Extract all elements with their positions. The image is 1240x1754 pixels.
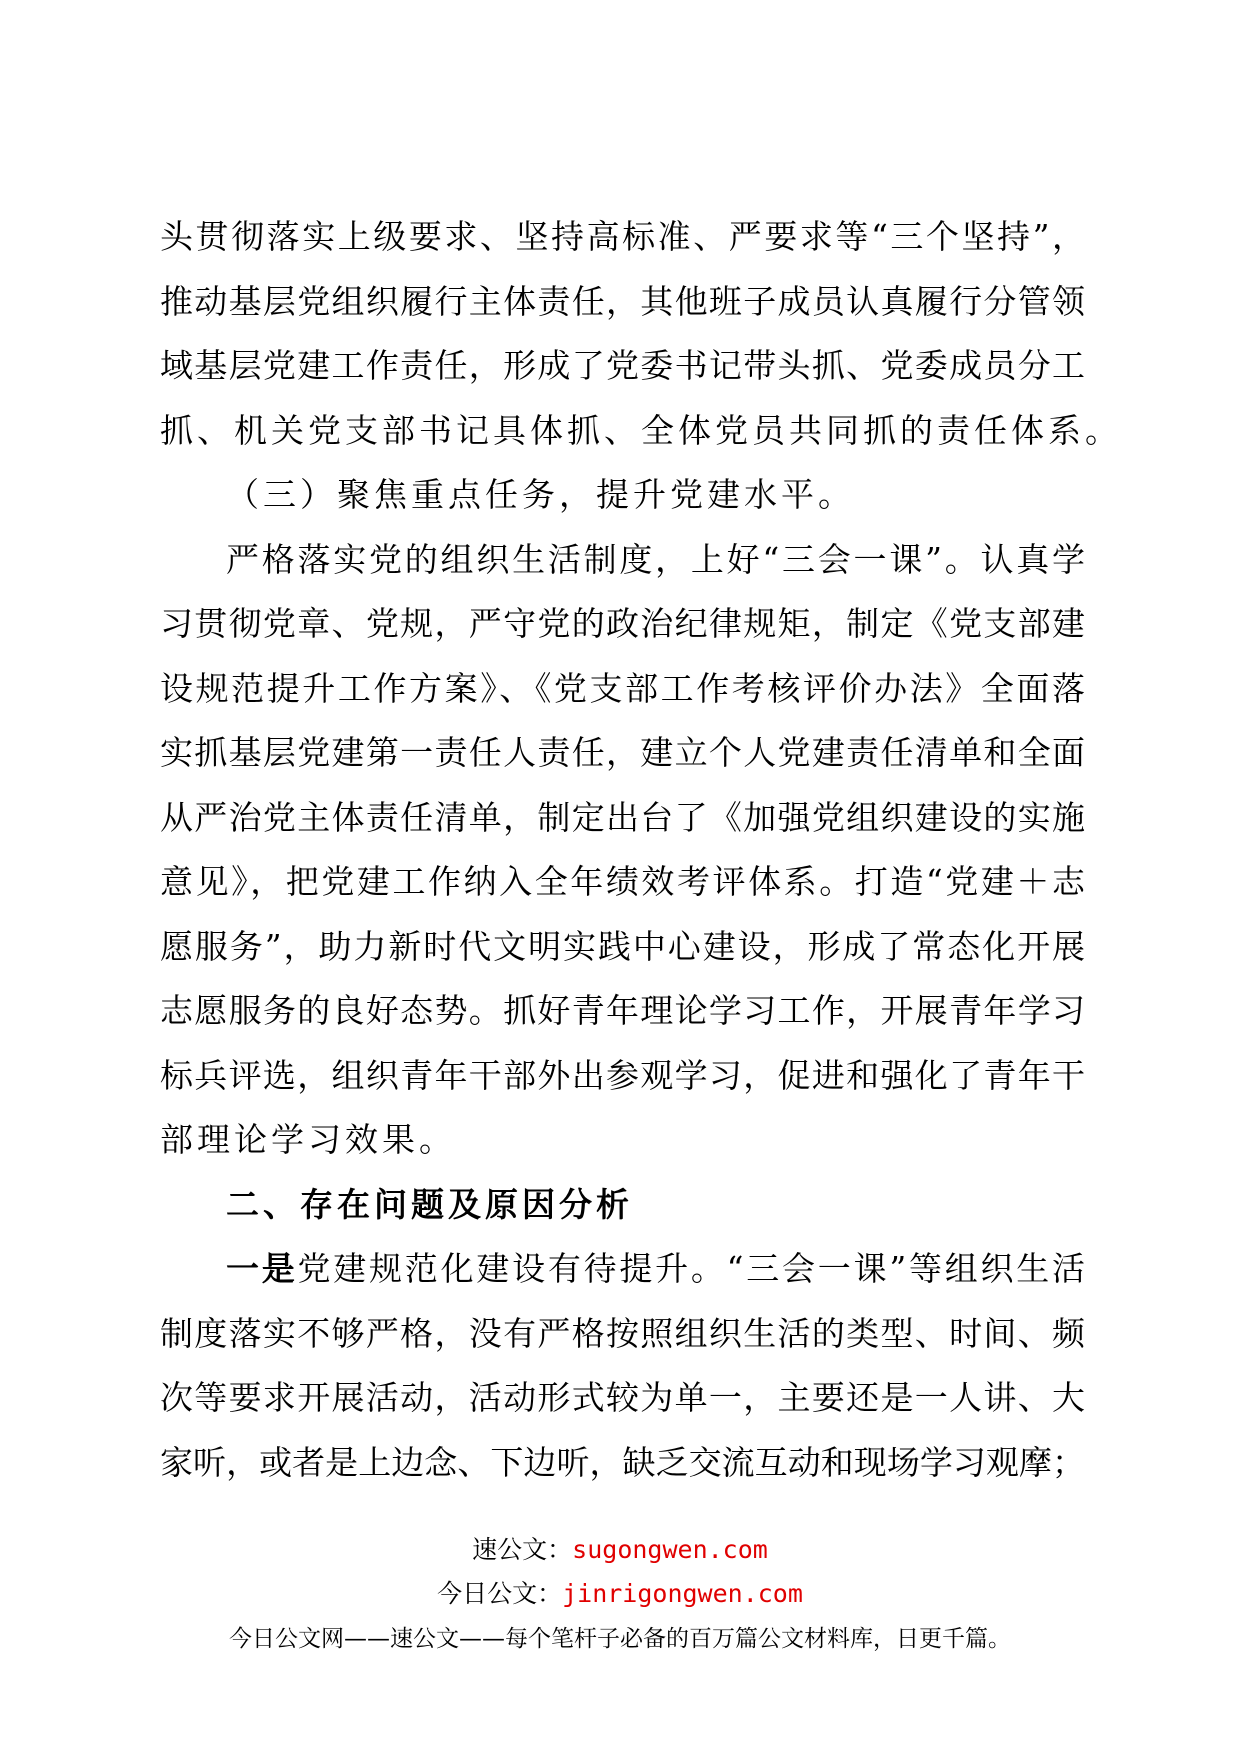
- footer-site-link[interactable]: jinrigongwen.com: [562, 1579, 803, 1608]
- section-heading: （三）聚焦重点任务，提升党建水平。: [226, 475, 855, 514]
- body-line: 头贯彻落实上级要求、坚持高标准、严要求等“三个坚持”，: [160, 217, 1085, 256]
- body-line: 严格落实党的组织生活制度，上好“三会一课”。认真学: [226, 539, 1085, 579]
- body-line-lead: [160, 1237, 1085, 1302]
- body-line: 习贯彻党章、党规，严守党的政治纪律规矩，制定《党支部建: [160, 604, 1085, 643]
- body-line: 次等要求开展活动，活动形式较为单一，主要还是一人讲、大: [160, 1378, 1085, 1417]
- body-line: 实抓基层党建第一责任人责任，建立个人党建责任清单和全面: [160, 733, 1085, 772]
- footer-tagline: 今日公文网——速公文——每个笔杆子必备的百万篇公文材料库，日更千篇。: [229, 1626, 1011, 1652]
- body-line: 制度落实不够严格，没有严格按照组织生活的类型、时间、频: [160, 1313, 1085, 1353]
- body-line: 家听，或者是上边念、下边听，缺乏交流互动和现场学习观摩；: [160, 1442, 1085, 1482]
- footer-jinrigongwen: [0, 1574, 1240, 1610]
- body-line: 愿服务”，助力新时代文明实践中心建设，形成了常态化开展: [160, 926, 1085, 966]
- footer-site-link[interactable]: sugongwen.com: [572, 1535, 768, 1564]
- body-line: 域基层党建工作责任，形成了党委书记带头抓、党委成员分工: [160, 346, 1085, 385]
- part-heading: 二、存在问题及原因分析: [226, 1184, 633, 1224]
- body-line: 志愿服务的良好态势。抓好青年理论学习工作，开展青年学习: [160, 991, 1085, 1030]
- body-line: 从严治党主体责任清单，制定出台了《加强党组织建设的实施: [160, 797, 1085, 837]
- footer-sugongwen: [0, 1530, 1240, 1566]
- lead-label: 一是: [226, 1249, 298, 1288]
- body-line: 抓、机关党支部书记具体抓、全体党员共同抓的责任体系。: [160, 410, 1122, 450]
- lead-rest: 党建规范化建设有待提升。“三会一课”等组织生活: [297, 1249, 1086, 1288]
- body-line: 推动基层党组织履行主体责任，其他班子成员认真履行分管领: [160, 281, 1085, 321]
- footer-label: 今日公文：: [437, 1579, 563, 1608]
- footer-label: 速公文：: [472, 1535, 573, 1564]
- body-line: 设规范提升工作方案》、《党支部工作考核评价办法》全面落: [160, 668, 1085, 708]
- body-line: 标兵评选，组织青年干部外出参观学习，促进和强化了青年干: [160, 1055, 1085, 1095]
- body-line: 意见》，把党建工作纳入全年绩效考评体系。打造“党建＋志: [160, 862, 1085, 901]
- body-line: 部理论学习效果。: [160, 1120, 456, 1159]
- document-body: [160, 205, 1122, 1495]
